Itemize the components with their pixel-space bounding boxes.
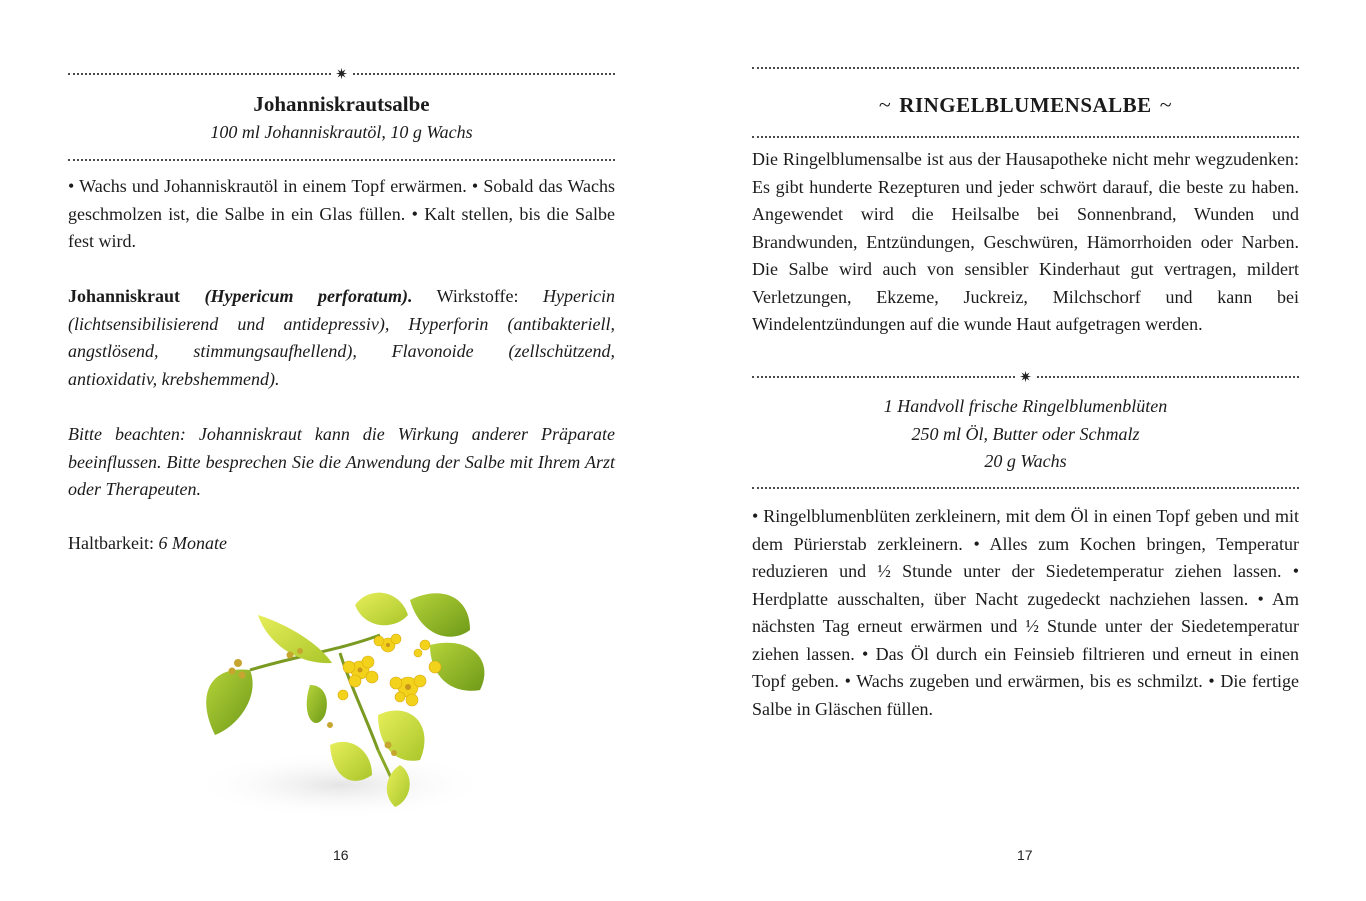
dotted-divider-right-2 bbox=[752, 487, 1299, 489]
dotted-divider-top-right bbox=[752, 67, 1299, 69]
star-separator-top-left bbox=[68, 67, 615, 81]
herb-active-label: Wirkstoffe: bbox=[436, 286, 519, 306]
dotted-divider-right-1 bbox=[752, 136, 1299, 138]
dotted-divider-left bbox=[68, 159, 615, 161]
shelf-life-line bbox=[68, 530, 615, 558]
recipe-title-right: RINGELBLUMENSALBE bbox=[899, 93, 1152, 117]
herb-active-details: Hypericin (lichtsensibilisierend und antidepressiv), Hyperforin (antibakteriell, angstlösend, stimmungsaufhellend), Flavonoide (zellschützend, antioxidativ, krebshemmend). bbox=[68, 286, 615, 389]
recipe-title-left: Johanniskrautsalbe bbox=[253, 92, 430, 116]
instructions-left: • Wachs und Johanniskrautöl in einem Topf erwärmen. • Sobald das Wachs geschmolzen ist, die Salbe in ein Glas füllen. • Kalt stellen, bis die Salbe fest wird. bbox=[68, 176, 615, 251]
ingredient-line: 20 g Wachs bbox=[984, 451, 1067, 471]
shelf-life-value: 6 Monate bbox=[158, 533, 227, 553]
intro-paragraph-right: Die Ringelblumensalbe ist aus der Hausapotheke nicht mehr wegzudenken: Es gibt hunderte Rezepturen und jeder schwört darauf, die beste zu haben. Angewendet wird die Heilsalbe bei Sonnenbrand, Wunden und Brandwunden, Entzündungen, Geschwüren, Hämorrhoiden oder Narben. Die Salbe wird auch von sensibler Kinderhaut gut vertragen, mildert Verletzungen, Ekzeme, Juckreiz, Milchschorf und kann bei Windelentzündungen auf die wunde Haut aufgetragen werden. bbox=[752, 149, 1299, 334]
ingredient-line: 1 Handvoll frische Ringelblumenblüten bbox=[883, 396, 1168, 416]
ingredients-list bbox=[752, 393, 1299, 476]
herb-latin-name: (Hypericum perforatum). bbox=[204, 286, 413, 306]
page-number-right: 17 bbox=[1017, 847, 1033, 863]
page-number-left: 16 bbox=[333, 847, 349, 863]
tilde-ornament-left-icon: ~ bbox=[878, 92, 892, 117]
asterisk-ornament-icon: ✷ bbox=[1019, 368, 1032, 386]
warning-note: Bitte beachten: Johanniskraut kann die Wirkung anderer Präparate beeinflussen. Bitte besprechen Sie die Anwendung der Salbe mit Ihrem Arzt oder Therapeuten. bbox=[68, 424, 615, 499]
recipe-subtitle-left: 100 ml Johanniskrautöl, 10 g Wachs bbox=[210, 122, 473, 142]
shelf-life-label: Haltbarkeit: bbox=[68, 533, 154, 553]
star-separator-right bbox=[752, 370, 1299, 384]
recipe-title-right-container bbox=[752, 90, 1299, 120]
st-johns-wort-plant-illustration bbox=[150, 575, 522, 837]
instructions-right: • Ringelblumenblüten zerkleinern, mit dem Öl in einen Topf geben und mit dem Pürierstab zerkleinern. • Alles zum Kochen bringen, Temperatur reduzieren und ½ Stunde unter der Siedetemperatur ziehen lassen. • Herdplatte ausschalten, über Nacht zugedeckt nachziehen lassen. • Am nächsten Tag erneut erwärmen und ½ Stunde unter der Siedetemperatur ziehen lassen. • Das Öl durch ein Feinsieb filtrieren und erneut in einen Topf geben. • Wachs zugeben und erwärmen, bis es schmilzt. • Die fertige Salbe in Gläschen füllen. bbox=[752, 506, 1299, 719]
asterisk-ornament-icon: ✷ bbox=[335, 65, 348, 83]
tilde-ornament-right-icon: ~ bbox=[1159, 92, 1173, 117]
herb-info-paragraph bbox=[68, 283, 615, 393]
herb-name: Johanniskraut bbox=[68, 286, 181, 306]
ingredient-line: 250 ml Öl, Butter oder Schmalz bbox=[911, 423, 1140, 444]
